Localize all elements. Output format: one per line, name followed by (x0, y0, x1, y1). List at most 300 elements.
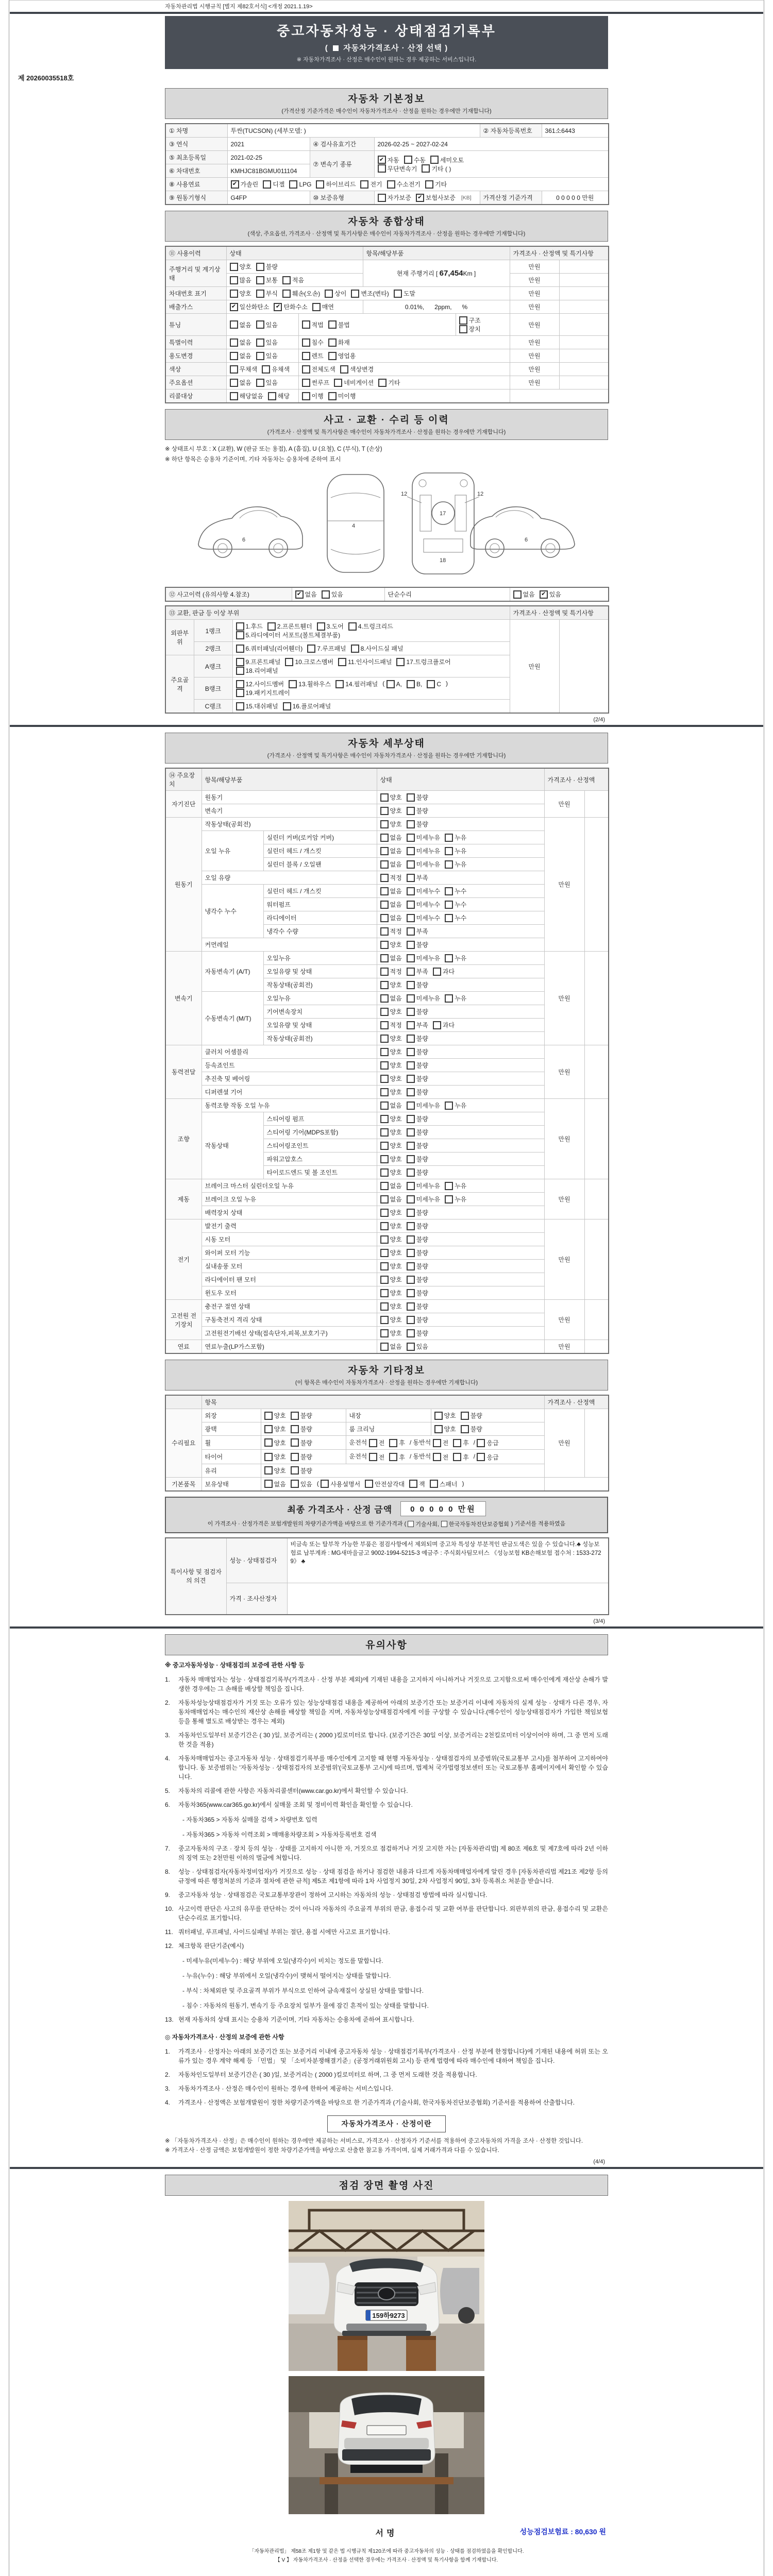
checkbox[interactable] (407, 913, 440, 922)
checkbox-box-icon (407, 968, 415, 976)
checkbox[interactable] (378, 193, 411, 202)
checkbox[interactable] (445, 887, 466, 895)
checkbox[interactable] (256, 351, 278, 360)
checkbox-label: 4.트렁크리드 (358, 623, 393, 631)
section-title: 자동차 기타정보 (348, 1365, 425, 1377)
checkbox[interactable] (380, 900, 402, 909)
table-cell (377, 1139, 544, 1153)
checkbox-label: 불량 (265, 263, 278, 270)
checkbox-box-icon (256, 276, 264, 284)
checkbox[interactable] (291, 1480, 312, 1488)
checkbox[interactable] (230, 351, 251, 360)
checkbox[interactable] (380, 873, 402, 882)
checkbox[interactable] (407, 1074, 428, 1083)
checkbox[interactable] (325, 289, 346, 298)
table-cell: 작동상태(공회전) (263, 978, 377, 992)
checkbox[interactable] (236, 622, 263, 631)
checkbox-box-icon (380, 1035, 389, 1043)
checkbox[interactable] (380, 1061, 402, 1070)
table-cell: 광택 (201, 1422, 261, 1436)
checkbox[interactable] (407, 940, 428, 949)
price-survey-definition-box: 자동차가격조사 · 산정이란 (327, 2115, 445, 2132)
checkbox-label: 10.크로스멤버 (295, 658, 334, 666)
checkbox[interactable] (380, 846, 402, 855)
checkbox[interactable] (268, 392, 290, 400)
checkbox[interactable] (289, 680, 331, 688)
checkbox[interactable] (316, 180, 356, 189)
checkbox-box-icon (328, 352, 337, 360)
checkbox[interactable] (453, 1453, 469, 1462)
checkbox[interactable] (407, 820, 428, 828)
checkbox[interactable] (461, 1425, 482, 1433)
checkbox-box-icon (389, 1439, 397, 1447)
checkbox[interactable] (407, 833, 440, 842)
checkbox[interactable] (256, 338, 278, 347)
checkbox[interactable] (291, 1466, 312, 1475)
checkbox[interactable] (236, 644, 303, 653)
checkbox[interactable] (407, 1195, 440, 1204)
checkbox[interactable] (459, 325, 481, 333)
checkbox-checked[interactable] (230, 302, 270, 311)
checkbox[interactable] (380, 927, 402, 936)
checkbox[interactable] (378, 378, 400, 387)
checkbox[interactable] (230, 276, 251, 284)
checkbox[interactable] (348, 622, 393, 631)
checkbox[interactable] (307, 644, 346, 653)
checkbox[interactable] (407, 900, 440, 909)
checkbox-label: 양호 (390, 1035, 402, 1043)
checkbox[interactable] (230, 365, 258, 374)
checkbox[interactable] (380, 1195, 402, 1204)
section-title: 자동차 종합상태 (348, 216, 425, 227)
checkbox-label: 양호 (390, 1303, 402, 1311)
checkbox[interactable] (369, 1453, 385, 1462)
table-cell (377, 1166, 544, 1179)
checkbox[interactable] (230, 392, 263, 400)
checkbox[interactable] (380, 1222, 402, 1230)
checkbox-box-icon (445, 860, 453, 869)
checkbox[interactable] (380, 820, 402, 828)
checkbox[interactable] (380, 1208, 402, 1217)
checkbox[interactable] (264, 1425, 286, 1433)
notice-item-text: 현재 자동차의 상태 표시는 승용차 기준이며, 기타 자동차는 승용차에 준하여 표시합니다. (178, 2015, 414, 2023)
checkbox[interactable] (365, 1480, 405, 1488)
checkbox[interactable] (407, 873, 428, 882)
checkbox-checked[interactable] (231, 180, 259, 189)
checkbox[interactable] (291, 1425, 312, 1433)
checkbox[interactable] (477, 1453, 498, 1462)
table-cell: 만원 (544, 952, 584, 1045)
checkbox-label: 양호 (274, 1467, 286, 1475)
checkbox[interactable] (430, 156, 464, 164)
checkbox[interactable] (433, 1438, 449, 1447)
table-cell: A랭크 (194, 655, 232, 677)
checkbox[interactable] (380, 980, 402, 989)
checkbox[interactable] (407, 1275, 428, 1284)
table-cell (559, 274, 609, 287)
checkbox[interactable] (407, 954, 440, 962)
checkbox[interactable] (230, 338, 251, 347)
checkbox[interactable] (380, 1342, 402, 1351)
checkbox[interactable] (378, 164, 417, 173)
text: 운전석 (349, 1453, 367, 1461)
checkbox[interactable] (262, 365, 290, 374)
checkbox[interactable] (445, 913, 466, 922)
checkbox[interactable] (380, 1181, 402, 1190)
checkbox[interactable] (396, 657, 450, 666)
table-cell: 휠 (201, 1436, 261, 1450)
table-cell: 디퍼렌셜 기어 (201, 1086, 377, 1099)
checkbox[interactable] (380, 1248, 402, 1257)
checkbox[interactable] (380, 1275, 402, 1284)
checkbox-box-icon (380, 1142, 389, 1150)
checkbox[interactable] (380, 1047, 402, 1056)
checkbox[interactable] (407, 1128, 428, 1137)
checkbox-label: 불량 (416, 1156, 428, 1163)
checkbox[interactable] (407, 806, 428, 815)
checkbox-label: 적정 (390, 968, 402, 976)
checkbox[interactable] (335, 680, 378, 688)
checkbox[interactable] (407, 1289, 428, 1297)
checkbox[interactable] (407, 1034, 428, 1043)
page-divider (10, 725, 763, 727)
checkbox[interactable] (236, 657, 281, 666)
checkbox[interactable] (433, 1021, 455, 1029)
checkbox-label: 기타 (435, 181, 447, 188)
subtitle-text: 자동차가격조사 · 산정 선택 (343, 44, 443, 53)
checkbox[interactable] (285, 657, 333, 666)
checkbox[interactable] (380, 1262, 402, 1270)
checkbox-checked[interactable] (378, 156, 399, 164)
checkbox[interactable] (407, 1181, 440, 1190)
checkbox[interactable] (338, 657, 392, 666)
checkbox[interactable] (407, 680, 422, 688)
checkbox[interactable] (434, 1425, 456, 1433)
checkbox[interactable] (445, 1195, 466, 1204)
checkbox[interactable] (445, 1101, 466, 1110)
checkbox[interactable] (407, 927, 428, 936)
checkbox[interactable] (256, 289, 278, 298)
checkbox[interactable] (230, 378, 251, 387)
table-cell (226, 376, 298, 389)
checkbox[interactable] (394, 289, 415, 298)
checkbox[interactable] (312, 302, 334, 311)
checkbox[interactable] (407, 846, 440, 855)
checkbox-box-icon (380, 1235, 389, 1244)
checkbox[interactable] (283, 702, 331, 710)
checkbox[interactable] (302, 351, 324, 360)
checkbox[interactable] (236, 702, 278, 710)
checkbox[interactable] (407, 1329, 428, 1337)
checkbox-box-icon (380, 1182, 389, 1190)
checkbox[interactable] (302, 338, 324, 347)
checkbox[interactable] (409, 1480, 425, 1488)
checkbox[interactable] (289, 180, 311, 189)
checkbox[interactable] (380, 1315, 402, 1324)
checkbox[interactable] (407, 1208, 428, 1217)
table-cell: 만원 (510, 336, 559, 349)
checkbox[interactable] (407, 994, 440, 1003)
table-cell (584, 818, 609, 952)
checkbox[interactable] (441, 1520, 509, 1528)
checkbox[interactable] (380, 806, 402, 815)
page-divider (10, 1626, 763, 1629)
table-cell: 기본품목 (165, 1477, 201, 1491)
checkbox[interactable] (291, 1452, 312, 1461)
checkbox[interactable] (380, 1155, 402, 1163)
checkbox[interactable] (334, 378, 374, 387)
notice-item-text: 자동차인도일부터 보증기간은 ( 30 )일, 보증거리는 ( 2000 )킬로미터로 합니다. (보증기간은 30일 이상, 보증거리는 2천킬로미터 이상이어야 하며, 그 중 먼저 도래한 것을 적용) (178, 1731, 608, 1748)
checkbox[interactable] (236, 688, 290, 697)
table-cell (544, 1477, 609, 1491)
checkbox-label: 부식 (265, 290, 278, 297)
checkbox[interactable] (380, 1034, 402, 1043)
checkbox-box-icon (380, 887, 389, 895)
checkbox[interactable] (380, 1168, 402, 1177)
checkbox[interactable] (407, 1222, 428, 1230)
checkbox[interactable] (380, 793, 402, 802)
checkbox[interactable] (328, 320, 350, 329)
checkbox[interactable] (407, 1262, 428, 1270)
checkbox[interactable] (328, 351, 356, 360)
checkbox-label: 9.프론트패널 (245, 658, 281, 666)
checkbox[interactable] (302, 320, 324, 329)
checkbox[interactable] (380, 1088, 402, 1096)
checkbox[interactable] (407, 1007, 428, 1016)
diagram-side-right (470, 507, 575, 557)
checkbox[interactable] (264, 1480, 286, 1488)
checkbox-box-icon (380, 1155, 389, 1163)
checkbox[interactable] (380, 954, 402, 962)
license-plate: 159하9273 (372, 2311, 405, 2319)
checkbox[interactable] (407, 1047, 428, 1056)
checkbox-box-icon (291, 1480, 299, 1488)
checkbox-box-icon (380, 874, 389, 882)
checkbox[interactable] (322, 590, 343, 599)
checkbox[interactable] (340, 365, 374, 374)
checkbox[interactable] (445, 900, 466, 909)
checkbox[interactable] (513, 590, 535, 599)
overall-condition-table (165, 246, 608, 403)
checkbox[interactable] (407, 1248, 428, 1257)
table-cell (377, 1099, 544, 1112)
checkbox[interactable] (445, 833, 466, 842)
checkbox[interactable] (459, 316, 481, 325)
background-car-right (440, 2268, 479, 2314)
checkbox[interactable] (351, 289, 389, 298)
checkbox-box-icon (380, 927, 389, 936)
checkbox[interactable] (256, 378, 278, 387)
checkbox[interactable] (380, 1128, 402, 1137)
checkbox-box-icon (407, 1021, 415, 1029)
table-cell (377, 925, 544, 938)
checkbox[interactable] (380, 887, 402, 895)
checkbox-box-icon (477, 1439, 485, 1447)
checkbox[interactable] (404, 156, 426, 164)
checkbox[interactable] (302, 378, 330, 387)
checkbox[interactable] (407, 1114, 428, 1123)
checkbox-box-icon (407, 1329, 415, 1337)
checkbox[interactable] (256, 262, 278, 271)
checkbox[interactable] (407, 793, 428, 802)
checkbox[interactable] (264, 1411, 286, 1420)
checkbox[interactable] (282, 276, 304, 284)
checkbox[interactable] (264, 1466, 286, 1475)
checkbox-box-icon (407, 1316, 415, 1324)
notice-item-text: 자동차매매업자는 중고자동차 성능 · 상태점검기록부를 매수인에게 고지할 때 현행 자동차성능 · 상태점검자의 보증범위(국토교통부 고시)를 첨부하여 고지하여야 합니다. 동 보증범위는 '자동차성능 · 상태점검자의 보증범위'(국토교통부 고시)에 따르며, 법제처 국가법령정보센터 또는 국토교통부 홈페이지에서 확인할 수 있습니다. (178, 1754, 608, 1781)
checkbox[interactable] (407, 1061, 428, 1070)
passenger-car-note: ※ 하단 항목은 승용차 기준이며, 기타 자동차는 승용차에 준하여 표시 (165, 456, 341, 463)
checkbox[interactable] (453, 1438, 469, 1447)
table-cell (377, 1233, 544, 1246)
checkbox[interactable] (430, 1480, 458, 1488)
table-cell: ⑥ 차대번호 (165, 164, 227, 178)
checkbox[interactable] (380, 1329, 402, 1337)
checkbox[interactable] (264, 1438, 286, 1447)
checkbox-checked[interactable] (295, 590, 317, 599)
checkbox-box-icon (236, 667, 244, 675)
diagram-top-view (327, 474, 384, 572)
checkbox[interactable] (386, 680, 402, 688)
checkbox[interactable] (267, 622, 312, 631)
checkbox-box-icon (369, 1439, 377, 1447)
checkbox[interactable] (425, 180, 447, 189)
checkbox[interactable] (351, 644, 404, 653)
checkbox[interactable] (230, 320, 251, 329)
checkbox[interactable] (321, 1480, 360, 1488)
checkbox[interactable] (317, 622, 344, 631)
table-cell: 냉각수 누수 (201, 885, 263, 938)
checkbox[interactable] (282, 289, 320, 298)
checkbox[interactable] (380, 1302, 402, 1311)
checkbox-box-icon (445, 954, 453, 962)
checkbox[interactable] (380, 833, 402, 842)
checkbox[interactable] (380, 967, 402, 976)
checkbox[interactable] (422, 164, 451, 173)
table-cell (377, 1246, 544, 1260)
checkbox[interactable] (236, 631, 341, 639)
section-accident-header (165, 409, 608, 440)
checkbox[interactable] (380, 1007, 402, 1016)
checkbox[interactable] (230, 262, 251, 271)
checkbox-label: 전 (378, 1453, 385, 1461)
checkbox[interactable] (380, 994, 402, 1003)
checkbox-label: 부족 (416, 1022, 428, 1029)
checkbox-box-icon (380, 994, 389, 1003)
checkbox[interactable] (291, 1411, 312, 1420)
checkbox[interactable] (380, 1289, 402, 1297)
table-cell: 주요골격 (165, 655, 194, 714)
checkbox-label: 전 (378, 1439, 385, 1447)
checkbox[interactable] (380, 940, 402, 949)
checkbox[interactable] (263, 180, 284, 189)
checkbox[interactable] (380, 1101, 402, 1110)
checkbox[interactable] (236, 666, 278, 675)
table-cell (456, 314, 510, 336)
checkbox[interactable] (445, 954, 466, 962)
checkbox[interactable] (230, 289, 251, 298)
checkbox[interactable] (407, 1021, 428, 1029)
checkbox[interactable] (434, 1411, 456, 1420)
checkbox-checked[interactable] (274, 302, 307, 311)
checkbox[interactable] (407, 980, 428, 989)
checkbox[interactable] (360, 180, 382, 189)
checkbox[interactable] (302, 365, 335, 374)
checkbox[interactable] (445, 846, 466, 855)
checkbox[interactable] (407, 1155, 428, 1163)
checkbox-box-icon (230, 290, 238, 298)
checkbox-checked[interactable] (540, 590, 561, 599)
checkbox[interactable] (407, 887, 440, 895)
checkbox[interactable] (387, 180, 421, 189)
section-basic-header (165, 88, 608, 119)
checkbox-label: 불량 (416, 1263, 428, 1270)
checkbox[interactable] (445, 860, 466, 869)
checkbox[interactable] (302, 392, 324, 400)
checkbox[interactable] (380, 1021, 402, 1029)
checkbox[interactable] (256, 276, 278, 284)
checkbox[interactable] (461, 1411, 482, 1420)
checkbox[interactable] (380, 1235, 402, 1244)
checkbox[interactable] (328, 392, 356, 400)
checkbox[interactable] (236, 680, 284, 688)
checkbox[interactable] (407, 1342, 428, 1351)
checkbox[interactable] (445, 1181, 466, 1190)
checkbox[interactable] (380, 913, 402, 922)
checkbox[interactable] (328, 338, 350, 347)
checkbox[interactable] (477, 1438, 498, 1447)
checkbox[interactable] (389, 1438, 405, 1447)
checkbox-box-icon: ✔ (231, 180, 239, 189)
checkbox-label: 양호 (444, 1426, 456, 1433)
checkbox[interactable] (445, 994, 466, 1003)
checkbox[interactable] (407, 1101, 440, 1110)
checkbox[interactable] (407, 860, 440, 869)
checkbox[interactable] (369, 1438, 385, 1447)
checkbox[interactable] (407, 1141, 428, 1150)
checkbox[interactable] (256, 320, 278, 329)
checkbox[interactable] (407, 1302, 428, 1311)
checkbox[interactable] (380, 1141, 402, 1150)
checkbox[interactable] (407, 1315, 428, 1324)
checkbox-label: 보통 (265, 277, 278, 284)
checkbox-checked[interactable] (416, 193, 456, 202)
checkbox[interactable] (291, 1438, 312, 1447)
checkbox[interactable] (407, 1235, 428, 1244)
checkbox[interactable] (407, 1168, 428, 1177)
notice-item (165, 1890, 608, 1900)
checkbox-box-icon (380, 1075, 389, 1083)
checkbox[interactable] (264, 1452, 286, 1461)
checkbox[interactable] (427, 680, 441, 688)
checkbox[interactable] (433, 1453, 449, 1462)
checkbox[interactable] (380, 1074, 402, 1083)
checkbox[interactable] (380, 1114, 402, 1123)
checkbox-box-icon (425, 180, 433, 189)
checkbox[interactable] (433, 967, 455, 976)
checkbox-label: 수소전기 (396, 181, 421, 188)
checkbox[interactable] (380, 860, 402, 869)
checkbox-box-icon (380, 1021, 389, 1029)
notice-subitem (165, 1985, 608, 1995)
checkbox[interactable] (407, 967, 428, 976)
checkbox-label: 불법 (338, 321, 350, 329)
checkbox[interactable] (389, 1453, 405, 1462)
subtitle-paren: ( (325, 44, 328, 53)
table-cell: 전기 (165, 1219, 201, 1300)
checkbox[interactable] (408, 1520, 439, 1528)
checkbox[interactable] (407, 1088, 428, 1096)
